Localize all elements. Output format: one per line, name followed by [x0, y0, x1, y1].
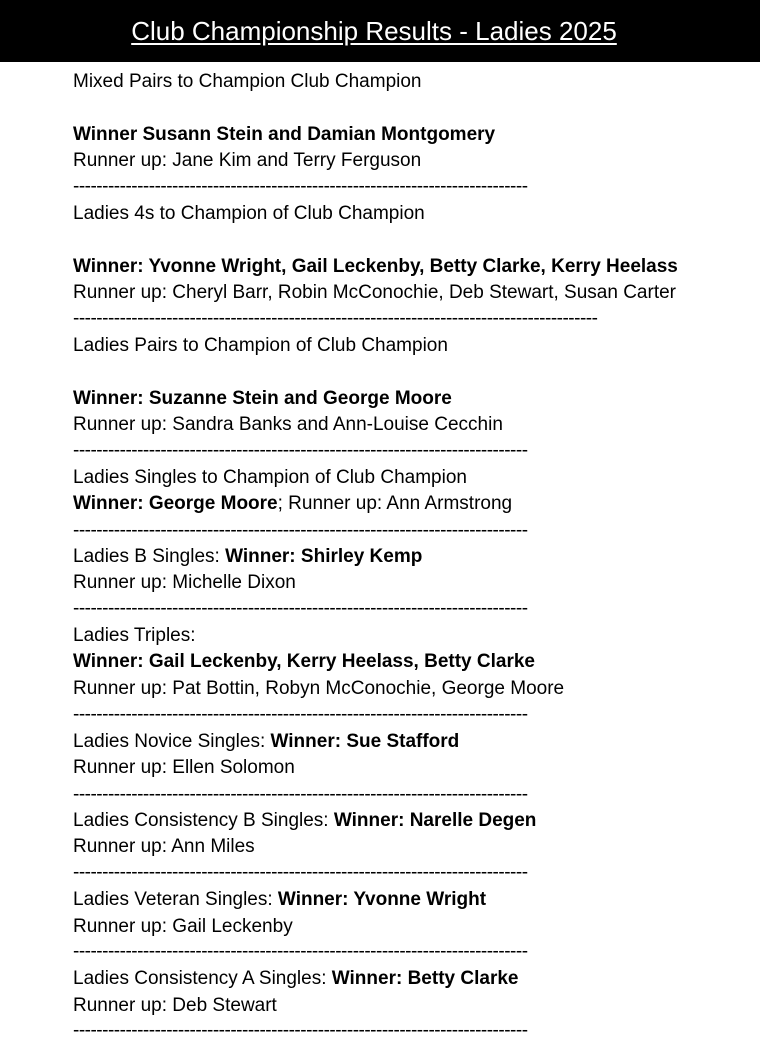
ladies-singles-winner: Winner: George Moore — [73, 493, 278, 514]
consistency-b-runner-up: Runner up: Ann Miles — [73, 836, 255, 857]
page-header — [0, 0, 760, 62]
b-singles-winner: Winner: Shirley Kemp — [225, 546, 423, 567]
b-singles-runner-up: Runner up: Michelle Dixon — [73, 572, 296, 593]
separator: ------------------------------------------------------------------------------------------ — [73, 308, 598, 329]
ladies-pairs-winner: Winner: Suzanne Stein and George Moore — [73, 388, 452, 409]
novice-singles-result — [73, 731, 459, 753]
ladies-4s-heading: Ladies 4s to Champion of Club Champion — [73, 203, 425, 224]
mixed-pairs-heading: Mixed Pairs to Champion Club Champion — [73, 71, 422, 92]
page-title: Club Championship Results - Ladies 2025 — [131, 15, 617, 46]
separator: ------------------------------------------------------------------------------ — [73, 704, 528, 725]
consistency-b-result — [73, 810, 536, 832]
triples-label: Ladies Triples: — [73, 625, 196, 646]
ladies-pairs-runner-up: Runner up: Sandra Banks and Ann-Louise Cecchin — [73, 414, 503, 435]
separator: ------------------------------------------------------------------------------ — [73, 440, 528, 461]
consistency-a-winner: Winner: Betty Clarke — [331, 968, 519, 989]
consistency-a-label: Ladies Consistency A Singles: — [73, 968, 332, 989]
veteran-singles-label: Ladies Veteran Singles: — [73, 889, 278, 910]
b-singles-result — [73, 546, 422, 568]
novice-singles-label: Ladies Novice Singles: — [73, 731, 271, 752]
separator: ------------------------------------------------------------------------------ — [73, 176, 528, 197]
veteran-singles-result — [73, 889, 486, 911]
ladies-singles-runner-up: ; Runner up: Ann Armstrong — [277, 493, 513, 514]
triples-runner-up: Runner up: Pat Bottin, Robyn McConochie, George Moore — [73, 678, 565, 699]
triples-winner: Winner: Gail Leckenby, Kerry Heelass, Betty Clarke — [73, 651, 536, 672]
novice-singles-winner: Winner: Sue Stafford — [270, 731, 460, 752]
separator: ------------------------------------------------------------------------------ — [73, 784, 528, 805]
ladies-pairs-heading: Ladies Pairs to Champion of Club Champion — [73, 335, 448, 356]
consistency-b-winner: Winner: Narelle Degen — [333, 810, 537, 831]
separator: ------------------------------------------------------------------------------ — [73, 941, 528, 962]
mixed-pairs-runner-up: Runner up: Jane Kim and Terry Ferguson — [73, 150, 422, 171]
separator: ------------------------------------------------------------------------------ — [73, 862, 528, 883]
veteran-singles-runner-up: Runner up: Gail Leckenby — [73, 916, 293, 937]
novice-singles-runner-up: Runner up: Ellen Solomon — [73, 757, 295, 778]
b-singles-label: Ladies B Singles: — [73, 546, 226, 567]
ladies-4s-winner: Winner: Yvonne Wright, Gail Leckenby, Betty Clarke, Kerry Heelass — [73, 256, 678, 277]
consistency-b-label: Ladies Consistency B Singles: — [73, 810, 334, 831]
ladies-4s-runner-up: Runner up: Cheryl Barr, Robin McConochie, Deb Stewart, Susan Carter — [73, 282, 676, 303]
separator: ------------------------------------------------------------------------------ — [73, 1020, 528, 1041]
veteran-singles-winner: Winner: Yvonne Wright — [277, 889, 487, 910]
consistency-a-result — [73, 968, 518, 990]
ladies-singles-heading: Ladies Singles to Champion of Club Champion — [73, 467, 467, 488]
ladies-singles-result — [73, 493, 512, 515]
separator: ------------------------------------------------------------------------------ — [73, 598, 528, 619]
mixed-pairs-winner: Winner Susann Stein and Damian Montgomery — [73, 124, 496, 145]
consistency-a-runner-up: Runner up: Deb Stewart — [73, 995, 277, 1016]
separator: ------------------------------------------------------------------------------ — [73, 520, 528, 541]
